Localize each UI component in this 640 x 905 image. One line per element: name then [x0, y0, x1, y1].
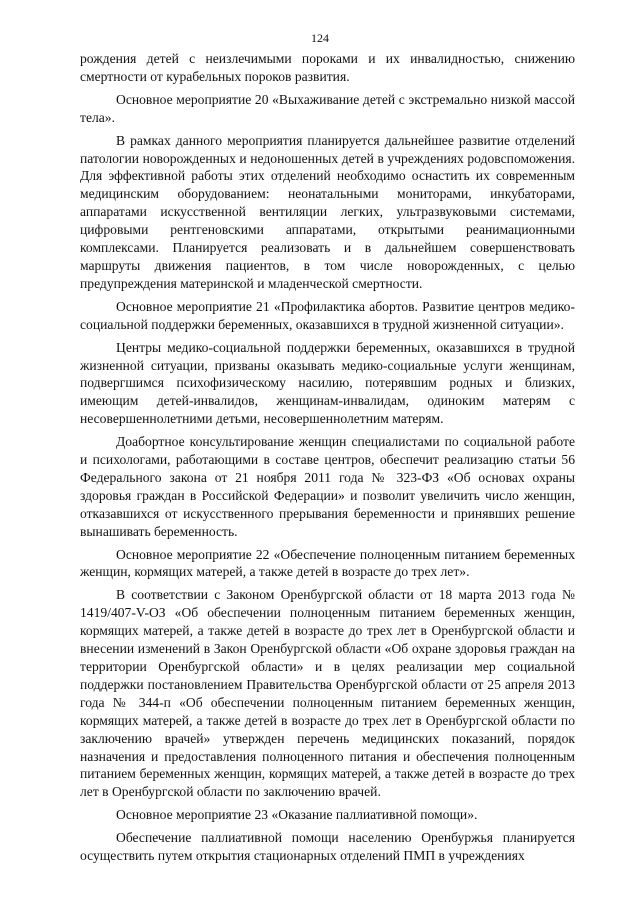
paragraph-continuation: рождения детей с неизлечимыми пороками и их инвалидностью, снижению смертности от курабельных пороков развития.: [80, 51, 575, 84]
heading-measure-21: Основное мероприятие 21 «Профилактика абортов. Развитие центров медико-социальной поддержки беременных, оказавшихся в трудной жизненной ситуации».: [80, 298, 575, 332]
body-text: [80, 50, 575, 865]
heading-measure-20: Основное мероприятие 20 «Выхаживание детей с экстремально низкой массой тела».: [80, 91, 575, 125]
heading-measure-22: Основное мероприятие 22 «Обеспечение полноценным питанием беременных женщин, кормящих матерей, а также детей в возрасте до трех лет».: [80, 546, 575, 580]
paragraph-support-centers: Центры медико-социальной поддержки беременных, оказавшихся в трудной жизненной ситуации, призваны оказывать медико-социальные услуги женщинам, подвергшимся психофизическому насилию, потерявшим родных и близких, имеющим детей-инвалидов, женщинам-инвалидам, одиноким матерям с несовершеннолетними детьми, несовершеннолетним матерям.: [80, 339, 575, 427]
paragraph-pre-abortion-counseling: Доабортное консультирование женщин специалистами по социальной работе и психологами, работающими в составе центров, обеспечит реализацию статьи 56 Федерального закона от 21 ноября 2011 года № 323-ФЗ «Об основах охраны здоровья граждан в Российской Федерации» и позволит увеличить число женщин, отказавшихся от искусственного прерывания беременности и принявших решение вынашивать беременность.: [80, 434, 575, 539]
paragraph-measure-20-description: В рамках данного мероприятия планируется дальнейшее развитие отделений патологии новорожденных и недоношенных детей в учреждениях родовспоможения. Для эффективной работы этих отделений необходимо оснастить их современным медицинским оборудованием: неонатальными мониторами, инкубаторами, аппаратами искусственной вентиляции легких, ультразвуковыми системами, цифровыми рентгеновскими аппаратами, открытыми реанимационными комплексами. Планируется реализовать и в дальнейшем совершенствовать маршруты движения пациентов, в том числе новорожденных, с целью предупреждения материнской и младенческой смертности.: [80, 132, 575, 291]
heading-measure-23: Основное мероприятие 23 «Оказание паллиативной помощи».: [116, 807, 478, 823]
paragraph-palliative-care: Обеспечение паллиативной помощи населению Оренбуржья планируется осуществить путем открытия стационарных отделений ПМП в учреждениях: [80, 830, 575, 864]
paragraph-nutrition-law: В соответствии с Законом Оренбургской области от 18 марта 2013 года № 1419/407-V-ОЗ «Об обеспечении полноценным питанием беременных женщин, кормящих матерей, а также детей в возрасте до трех лет в Оренбургской области и внесении изменений в Закон Оренбургской области «Об охране здоровья граждан на территории Оренбургской области» и в целях реализации мер социальной поддержки постановлением Правительства Оренбургской области от 25 апреля 2013 года № 344-п «Об обеспечении полноценным питанием беременных женщин, кормящих матерей, а также детей в возрасте до трех лет в Оренбургской области по заключению врачей» утвержден перечень медицинских показаний, порядок назначения и предоставления полноценного питания и обеспечения полноценным питанием беременных женщин, кормящих матерей, а также детей в возрасте до трех лет в Оренбургской области по заключению врачей.: [80, 587, 575, 800]
page-number: 124: [311, 31, 329, 45]
